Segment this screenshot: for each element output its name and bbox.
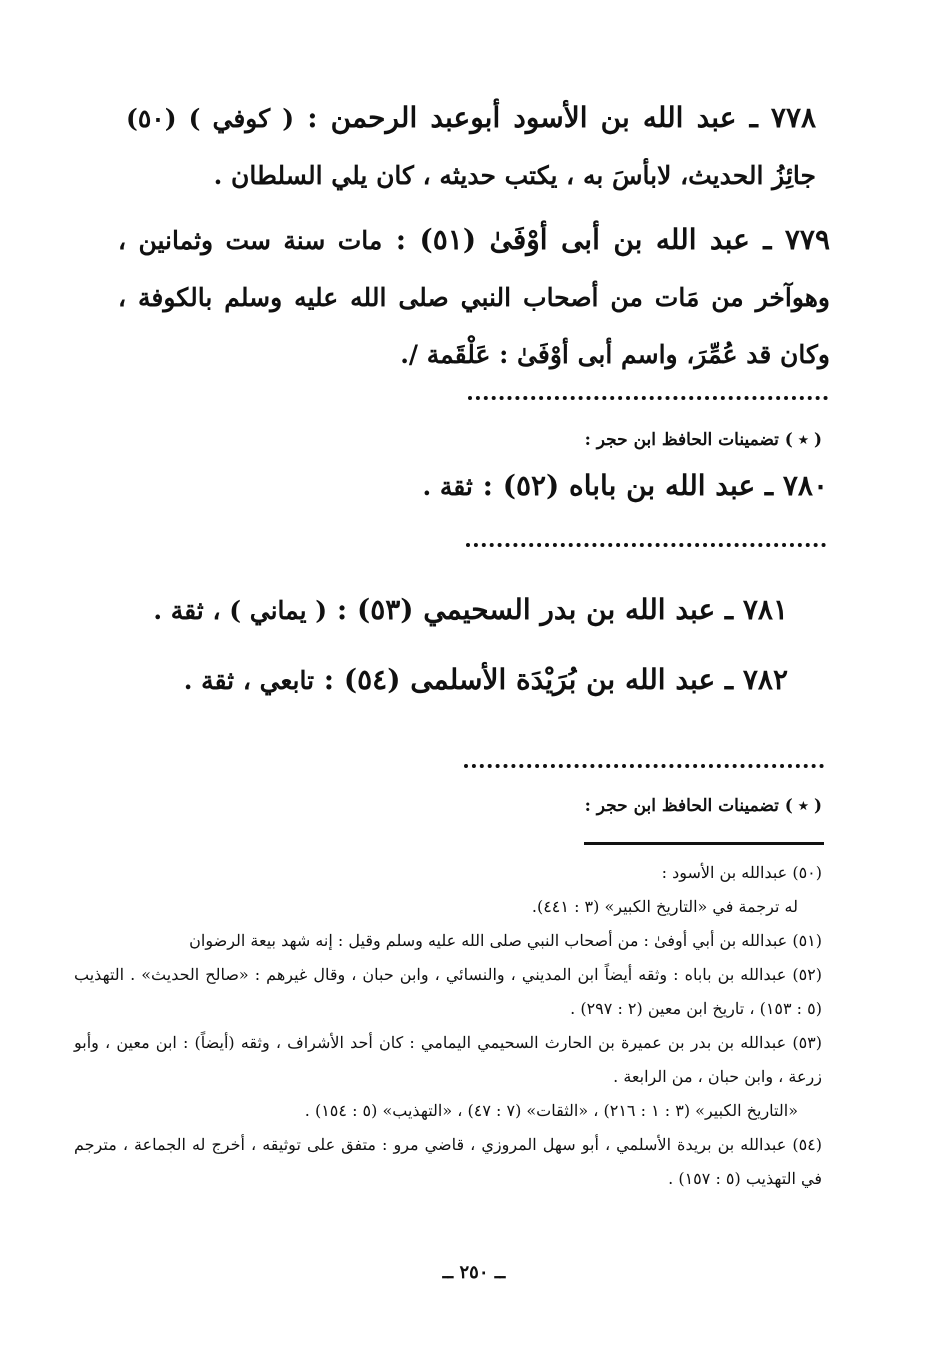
dotted-divider xyxy=(466,543,826,551)
entry-780 xyxy=(128,458,828,515)
page-number: ــ ٢٥٠ ــ xyxy=(442,1262,506,1283)
entry-heading: عبد الله بن بُرَيْدَة الأسلمى (٥٤) : xyxy=(323,663,716,696)
entry-text: مات سنة ست وثمانين ، وهوآخر من مَات من أصحاب النبي صلى الله عليه وسلم بالكوفة ، وكان قد عُمِّرَ، واسم أبى أوْفَىٰ : عَلْقَمة /. xyxy=(118,226,830,369)
entry-heading: عبد الله بن أبى أوْفَىٰ (٥١) : xyxy=(395,223,750,256)
entry-heading: عبد الله بن الأسود أبوعبد الرحمن : xyxy=(307,101,737,134)
entry-781 xyxy=(128,582,788,639)
footnotes xyxy=(74,856,822,1196)
dotted-divider xyxy=(464,764,824,772)
entry-782 xyxy=(128,652,788,709)
footnote: (٥٤) عبدالله بن بريدة الأسلمي ، أبو سهل المروزي ، قاضي مرو : متفق على توثيقه ، أخرج له الجماعة ، مترجم في التهذيب (٥ : ١٥٧) . xyxy=(74,1135,822,1188)
entry-number: ٧٧٩ ـ xyxy=(763,223,831,256)
entry-heading: عبد الله بن باباه (٥٢) : xyxy=(482,469,756,502)
entry-text: ( يماني ) ، ثقة . xyxy=(153,596,328,625)
footnote: له ترجمة في «التاريخ الكبير» (٣ : ٤٤١). xyxy=(531,897,798,916)
entry-779 xyxy=(118,212,830,383)
entry-text: ثقة . xyxy=(422,472,473,501)
entry-number: ٧٨٢ ـ xyxy=(724,663,788,696)
entry-number: ٧٨١ ـ xyxy=(724,593,788,626)
tadmin-label: ( ٭ ) تضمينات الحافظ ابن حجر : xyxy=(584,796,822,816)
footnote: (٥٣) عبدالله بن بدر بن عميرة بن الحارث السحيمي اليمامي : كان أحد الأشراف ، وثقه (أيضاً) : ابن معين ، وأبو زرعة ، وابن حبان ، من الرابعة . xyxy=(74,1033,822,1086)
footnote-rule xyxy=(584,842,824,845)
entry-text: تابعي ، ثقة . xyxy=(183,666,315,695)
entry-number: ٧٧٨ ـ xyxy=(749,101,817,134)
entry-778 xyxy=(126,90,816,204)
footnote: «التاريخ الكبير» (٣ : ١ : ٢١٦) ، «الثقات» (٧ : ٤٧) ، «التهذيب» (٥ : ١٥٤) . xyxy=(304,1101,798,1120)
tadmin-label: ( ٭ ) تضمينات الحافظ ابن حجر : xyxy=(584,430,822,450)
footnote: (٥٢) عبدالله بن باباه : وثقه أيضاً ابن المديني ، والنسائي ، وابن حبان ، وقال غيرهم : «صالح الحديث» . التهذيب (٥ : ١٥٣) ، تاريخ ابن معين (٢ : ٢٩٧) . xyxy=(74,965,822,1018)
footnote: (٥٠) عبدالله بن الأسود : xyxy=(661,863,822,882)
entry-heading: عبد الله بن بدر السحيمي (٥٣) : xyxy=(336,593,716,626)
dotted-divider xyxy=(468,396,828,404)
entry-number: ٧٨٠ ـ xyxy=(764,469,828,502)
entry-text: ( كوفي ) (٥٠) جائِزُ الحديث، لابأسَ به ، يكتب حديثه ، كان يلي السلطان . xyxy=(126,104,816,190)
footnote: (٥١) عبدالله بن أبي أوفىٰ : من أصحاب النبي صلى الله عليه وسلم وقيل : إنه شهد بيعة الرضوان xyxy=(189,931,822,950)
